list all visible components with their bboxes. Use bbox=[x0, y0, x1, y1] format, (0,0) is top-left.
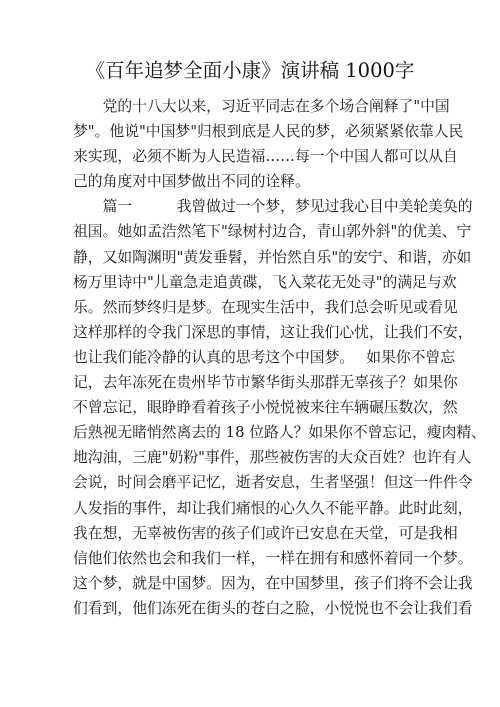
body-line: 们看到，他们冻死在街头的苍白之脸，小悦悦也不会让我们看 bbox=[73, 599, 473, 617]
body-line: 记，去年冻死在贵州毕节市繁华街头那群无辜孩子？如果你 bbox=[73, 374, 458, 392]
document-title: 《百年追梦全面小康》演讲稿 1000字 bbox=[85, 59, 415, 82]
body-line: 党的十八大以来，习近平同志在多个场合阐释了"中国 bbox=[73, 98, 450, 115]
body-line: 不曾忘记，眼睁睁看着孩子小悦悦被来往车辆碾压数次，然 bbox=[73, 399, 458, 417]
body-line: 篇一 我曾做过一个梦，梦见过我心目中美轮美奂的 bbox=[73, 198, 473, 216]
body-line: 这个梦，就是中国梦。因为，在中国梦里，孩子们将不会让我 bbox=[73, 574, 473, 592]
body-line: 来实现，必须不断为人民造福……每一个中国人都可以从自 bbox=[73, 148, 458, 166]
body-line: 后熟视无睹悄然离去的 18 位路人？如果你不曾忘记，瘦肉精、 bbox=[73, 424, 486, 442]
body-line: 地沟油，三鹿"奶粉"事件，那些被伤害的大众百姓？也许有人 bbox=[73, 449, 472, 467]
body-line: 我在想，无辜被伤害的孩子们或许已安息在天堂，可是我相 bbox=[73, 524, 458, 542]
body-line: 己的角度对中国梦做出不同的诠释。 bbox=[73, 173, 310, 191]
body-line: 祖国。她如孟浩然笔下"绿树村边合，青山郭外斜"的优美、宁 bbox=[73, 223, 472, 241]
body-line: 梦"。他说"中国梦"归根到底是人民的梦，必须紧紧依靠人民 bbox=[73, 123, 464, 141]
body-line: 会说，时间会磨平记忆，逝者安息，生者坚强！但这一件件令 bbox=[73, 474, 473, 492]
body-line: 乐。然而梦终归是梦。在现实生活中，我们总会听见或看见 bbox=[73, 298, 458, 316]
body-line: 杨万里诗中"儿童急走追黄碟，飞入菜花无处寻"的满足与欢 bbox=[73, 273, 457, 291]
body-line: 人发指的事件，却让我们痛恨的心久久不能平静。此时此刻， bbox=[73, 499, 473, 517]
body-line: 静，又如陶渊明"黄发垂髫，并怡然自乐"的安宁、和谐，亦如 bbox=[73, 248, 472, 266]
body-line: 信他们依然也会和我们一样，一样在拥有和感怀着同一个梦。 bbox=[73, 549, 473, 567]
document-body bbox=[73, 94, 486, 621]
body-line: 也让我们能冷静的认真的思考这个中国梦。 如果你不曾忘 bbox=[73, 348, 456, 366]
body-line: 这样那样的令我门深思的事情，这让我们心忧，让我们不安， bbox=[73, 323, 473, 341]
